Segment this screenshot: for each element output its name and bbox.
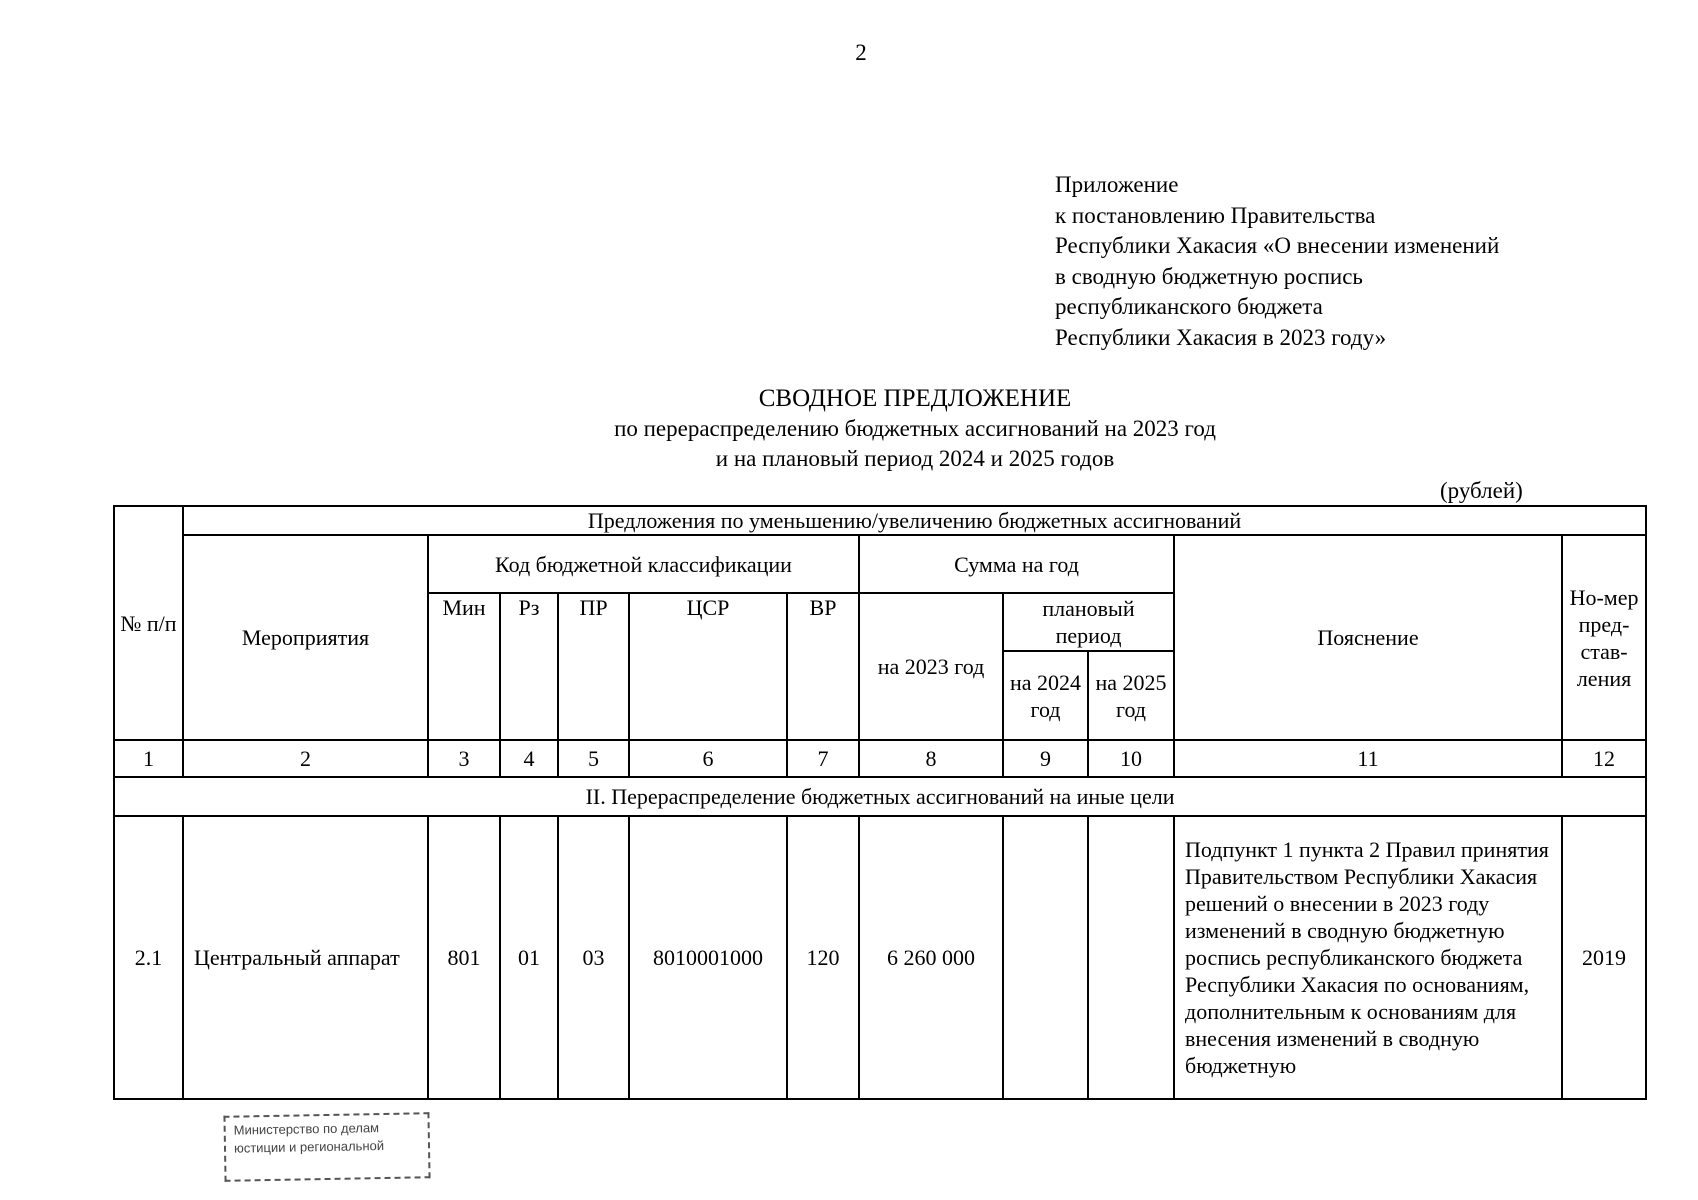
- header-activities: Мероприятия: [183, 535, 428, 740]
- appendix-block: [1055, 170, 1499, 353]
- column-number: 12: [1562, 740, 1646, 777]
- header-year-2023: на 2023 год: [859, 593, 1003, 740]
- section-title: II. Перераспределение бюджетных ассигнований на иные цели: [114, 777, 1646, 816]
- document-subtitle: [0, 414, 1698, 474]
- stamp-line: Министерство по делам: [233, 1120, 380, 1138]
- header-explanation: Пояснение: [1174, 535, 1562, 740]
- header-min: Мин: [428, 593, 500, 740]
- row-sum-2024: [1003, 816, 1088, 1099]
- table-row: [114, 816, 1646, 1099]
- page-number: 2: [855, 40, 867, 65]
- column-number: 8: [859, 740, 1003, 777]
- column-number: 4: [500, 740, 558, 777]
- row-vr: 120: [787, 816, 859, 1099]
- header-year-2024: на 2024 год: [1003, 651, 1088, 740]
- row-rz: 01: [500, 816, 558, 1099]
- header-budget-code: Код бюджетной классификации: [428, 535, 859, 593]
- row-csr: 8010001000: [629, 816, 787, 1099]
- column-number: 3: [428, 740, 500, 777]
- header-submission-number: Но-мер пред-став-ления: [1562, 535, 1646, 740]
- column-number: 11: [1174, 740, 1562, 777]
- row-explanation: Подпункт 1 пункта 2 Правил принятия Правительством Республики Хакасия решений о внесении в 2023 году изменений в сводную бюджетную роспись республиканского бюджета Республики Хакасия по основаниям, дополнительным к основаниям для внесения изменений в сводную бюджетную: [1174, 816, 1562, 1099]
- row-sum-2025: [1088, 816, 1174, 1099]
- appendix-line: в сводную бюджетную роспись: [1055, 263, 1363, 289]
- column-number: 1: [114, 740, 183, 777]
- header-csr: ЦСР: [629, 593, 787, 740]
- header-proposals: Предложения по уменьшению/увеличению бюджетных ассигнований: [183, 506, 1646, 535]
- row-sum-2023: 6 260 000: [859, 816, 1003, 1099]
- stamp-line: юстиции и региональной: [233, 1138, 385, 1156]
- document-title: СВОДНОЕ ПРЕДЛОЖЕНИЕ: [758, 385, 1072, 412]
- row-number: 2.1: [114, 816, 183, 1099]
- column-number: 10: [1088, 740, 1174, 777]
- header-number: № п/п: [114, 506, 183, 740]
- appendix-line: Республики Хакасия «О внесении изменений: [1055, 233, 1500, 258]
- column-number: 5: [558, 740, 629, 777]
- header-pr: ПР: [558, 593, 629, 740]
- header-rz: Рз: [500, 593, 558, 740]
- appendix-line: Республики Хакасия в 2023 году»: [1055, 324, 1387, 350]
- header-planned-period: плановый период: [1003, 593, 1174, 651]
- row-pr: 03: [558, 816, 629, 1099]
- units-label: (рублей): [1440, 478, 1523, 503]
- subtitle-line: по перераспределению бюджетных ассигнований на 2023 год: [614, 416, 1216, 441]
- appendix-line: к постановлению Правительства: [1055, 202, 1376, 228]
- appendix-line: республиканского бюджета: [1055, 294, 1323, 319]
- registration-stamp: [223, 1112, 430, 1182]
- header-year-2025: на 2025 год: [1088, 651, 1174, 740]
- subtitle-line: и на плановый период 2024 и 2025 годов: [715, 446, 1115, 471]
- header-vr: ВР: [787, 593, 859, 740]
- row-submission-number: 2019: [1562, 816, 1646, 1099]
- column-number: 6: [629, 740, 787, 777]
- appendix-line: Приложение: [1055, 172, 1179, 197]
- column-number: 7: [787, 740, 859, 777]
- budget-table: [113, 505, 1647, 1100]
- header-annual-sum: Сумма на год: [859, 535, 1174, 593]
- row-activity: Центральный аппарат: [183, 816, 428, 1099]
- column-number: 2: [183, 740, 428, 777]
- column-number: 9: [1003, 740, 1088, 777]
- row-min: 801: [428, 816, 500, 1099]
